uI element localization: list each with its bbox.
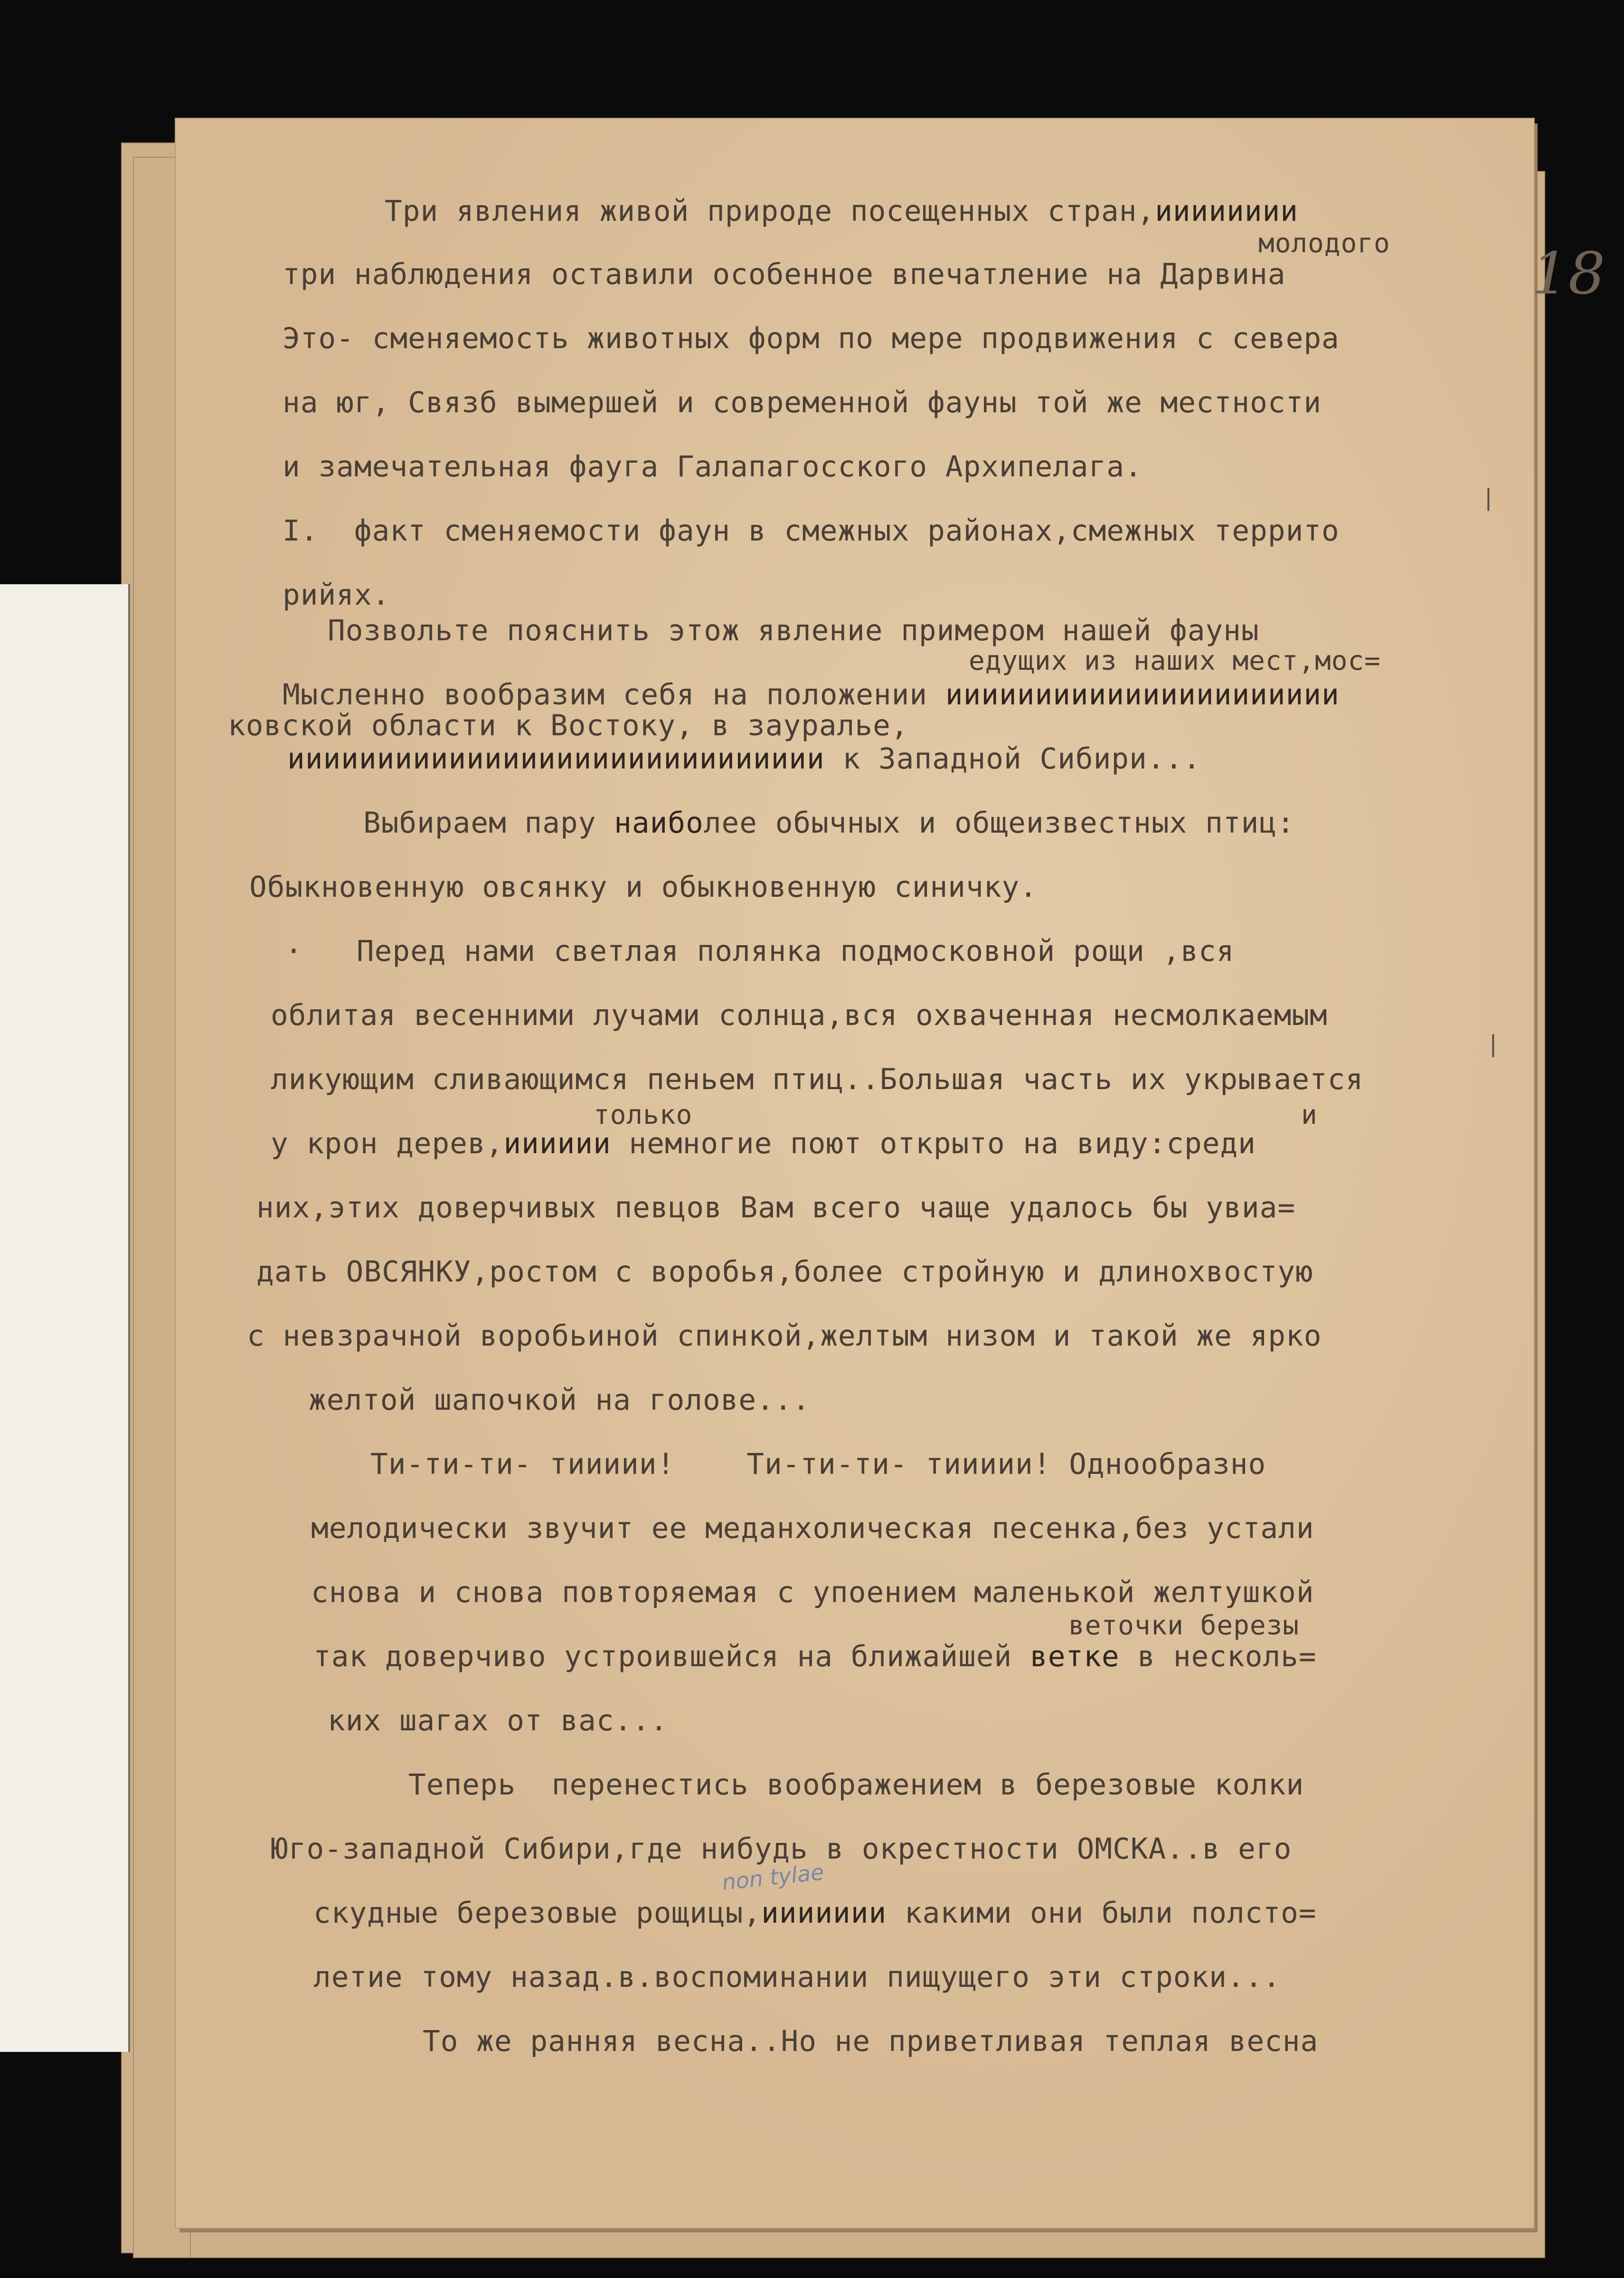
text-line: облитая весенними лучами солнца,вся охваченная несмолкаемым [271,998,1328,1032]
text-line: скудные березовые рощицы,иииииии какими они были полсто= [313,1896,1317,1930]
inserted-word: только [594,1100,693,1130]
inserted-text: едущих из наших мест,мос= [969,645,1381,676]
struck-text: ииииииии [1155,194,1298,228]
text-line: так доверчиво устроившейся на ближайшей ветке в несколь= [313,1640,1317,1673]
text-line: Три явления живой природе посещенных стран,ииииииии [385,194,1298,228]
text-line: них,этих доверчивых певцов Вам всего чаще удалось бы увиа= [256,1191,1296,1224]
struck-text: ииииииииииииииииииииии [945,678,1340,712]
inserted-word: молодого [1258,228,1390,259]
text-line: рийях. [283,578,390,612]
struck-text: иииииии [761,1896,887,1930]
text-line: Ти-ти-ти- тиииии! Ти-ти-ти- тиииии! Однообразно [370,1447,1266,1481]
text-line: у крон дерев,ииииии немногие поют открыто на виду:среди [271,1127,1256,1160]
text-line: I. факт сменяемости фаун в смежных районах,смежных террито [283,514,1340,548]
text-line: ликующим сливающимся пеньем птиц..Большая часть их укрывается [271,1063,1364,1096]
text-line: дать ОВСЯНКУ,ростом с воробья,более стройную и длинохвостую [256,1255,1313,1289]
inserted-word: и [1301,1100,1318,1130]
text-line: мелодически звучит ее меданхолическая песенка,без устали [311,1511,1314,1545]
struck-text: наибо [614,806,704,840]
text-line: Мысленно вообразим себя на положении ииииииииииииииииииииии [283,678,1340,712]
pencil-annotation: non tylae [720,1859,825,1896]
typewritten-page [176,119,1605,2228]
text-line: · Перед нами светлая полянка подмосковной рощи ,вся [285,934,1235,968]
text-line: летие тому назад.в.воспоминании пищущего эти строки... [313,1960,1281,1994]
struck-text: ииииииииииииииииииииииииииииии [287,742,825,776]
margin-mark: | [1486,1031,1500,1057]
inserted-text: веточки березы [1068,1610,1300,1641]
struck-text: ииииии [503,1127,611,1160]
text-line: Обыкновенную овсянку и обыкновенную синичку. [249,870,1038,904]
text-line: и замечательная фауга Галапагосского Архипелага. [283,450,1142,484]
text-line: с невзрачной воробьиной спинкой,желтым низом и такой же ярко [247,1319,1322,1353]
white-card [0,584,128,2052]
struck-text: ветке [1030,1640,1120,1673]
text-line: Выбираем пару наиболее обычных и общеизвестных птиц: [363,806,1295,840]
text-line: три наблюдения оставили особенное впечатление на Дарвина [283,257,1286,291]
folio-number: 18 [1531,240,1605,307]
text-line: Юго-западной Сибири,где нибудь в окрестности ОМСКА..в его [271,1832,1292,1866]
text-line: ковской области к Востоку, в зауралье, [228,709,909,742]
text-line: на юг, Связб вымершей и современной фауны той же местности [283,386,1322,419]
text-line: снова и снова повторяемая с упоением маленькой желтушкой [311,1576,1314,1609]
text-line: Теперь перенестись воображением в березовые колки [408,1768,1304,1802]
text-line: ких шагах от вас... [328,1704,668,1737]
text-line: То же ранняя весна..Но не приветливая теплая весна [423,2024,1319,2058]
text-line: желтой шапочкой на голове... [309,1383,811,1417]
text-line: Это- сменяемость животных форм по мере продвижения с севера [283,322,1340,355]
margin-mark: | [1482,484,1495,511]
text-line: ииииииииииииииииииииииииииииии к Западной Сибири... [287,742,1201,776]
text-line: Позвольте пояснить этож явление примером нашей фауны [328,614,1259,647]
